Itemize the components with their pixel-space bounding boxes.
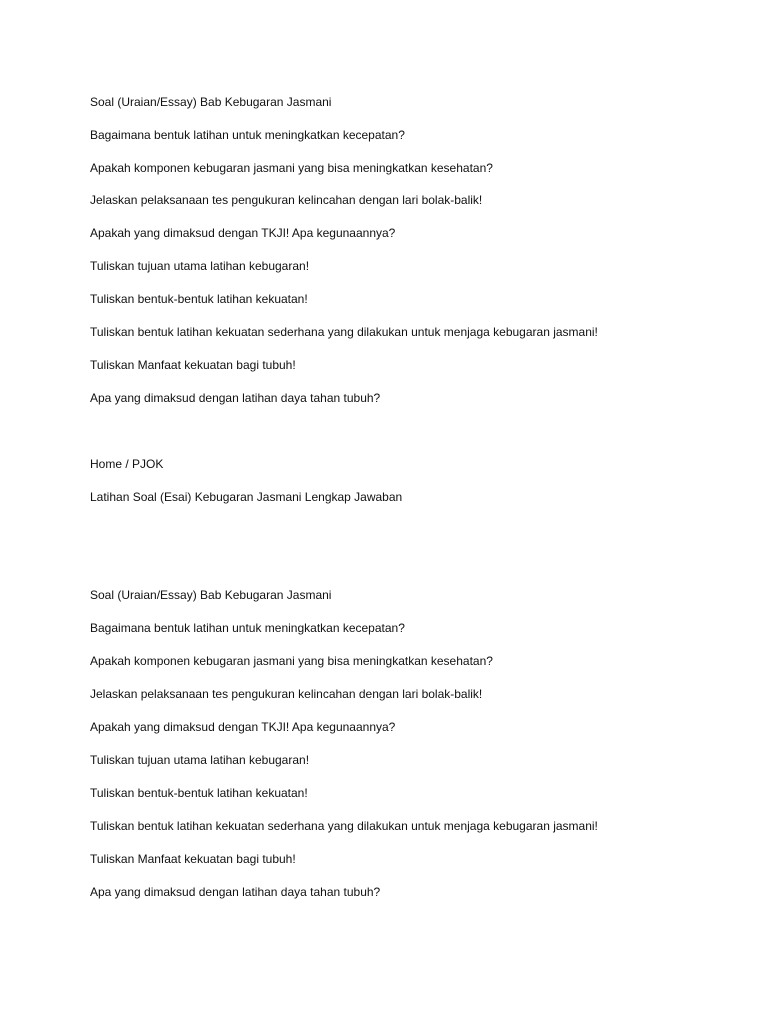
section-title: Soal (Uraian/Essay) Bab Kebugaran Jasmani bbox=[90, 95, 332, 109]
question-item: Apakah yang dimaksud dengan TKJI! Apa kegunaannya? bbox=[90, 226, 396, 240]
question-item: Apakah komponen kebugaran jasmani yang bisa meningkatkan kesehatan? bbox=[90, 161, 493, 175]
question-item: Bagaimana bentuk latihan untuk meningkatkan kecepatan? bbox=[90, 621, 405, 635]
question-item: Tuliskan bentuk latihan kekuatan sederhana yang dilakukan untuk menjaga kebugaran jasmani! bbox=[90, 325, 598, 339]
breadcrumb: Home / PJOK bbox=[90, 457, 164, 471]
question-item: Apakah yang dimaksud dengan TKJI! Apa kegunaannya? bbox=[90, 720, 396, 734]
article-title: Latihan Soal (Esai) Kebugaran Jasmani Lengkap Jawaban bbox=[90, 490, 403, 504]
question-item: Tuliskan tujuan utama latihan kebugaran! bbox=[90, 259, 310, 273]
question-item: Tuliskan Manfaat kekuatan bagi tubuh! bbox=[90, 358, 296, 372]
question-item: Jelaskan pelaksanaan tes pengukuran kelincahan dengan lari bolak-balik! bbox=[90, 193, 483, 207]
question-item: Tuliskan bentuk-bentuk latihan kekuatan! bbox=[90, 786, 308, 800]
question-item: Apa yang dimaksud dengan latihan daya tahan tubuh? bbox=[90, 391, 381, 405]
section-title: Soal (Uraian/Essay) Bab Kebugaran Jasmani bbox=[90, 588, 332, 602]
question-item: Tuliskan bentuk latihan kekuatan sederhana yang dilakukan untuk menjaga kebugaran jasmani! bbox=[90, 819, 598, 833]
question-item: Apa yang dimaksud dengan latihan daya tahan tubuh? bbox=[90, 885, 381, 899]
question-item: Tuliskan tujuan utama latihan kebugaran! bbox=[90, 753, 310, 767]
question-item: Apakah komponen kebugaran jasmani yang bisa meningkatkan kesehatan? bbox=[90, 654, 493, 668]
question-item: Tuliskan Manfaat kekuatan bagi tubuh! bbox=[90, 852, 296, 866]
question-item: Jelaskan pelaksanaan tes pengukuran kelincahan dengan lari bolak-balik! bbox=[90, 687, 483, 701]
question-item: Tuliskan bentuk-bentuk latihan kekuatan! bbox=[90, 292, 308, 306]
question-item: Bagaimana bentuk latihan untuk meningkatkan kecepatan? bbox=[90, 128, 405, 142]
